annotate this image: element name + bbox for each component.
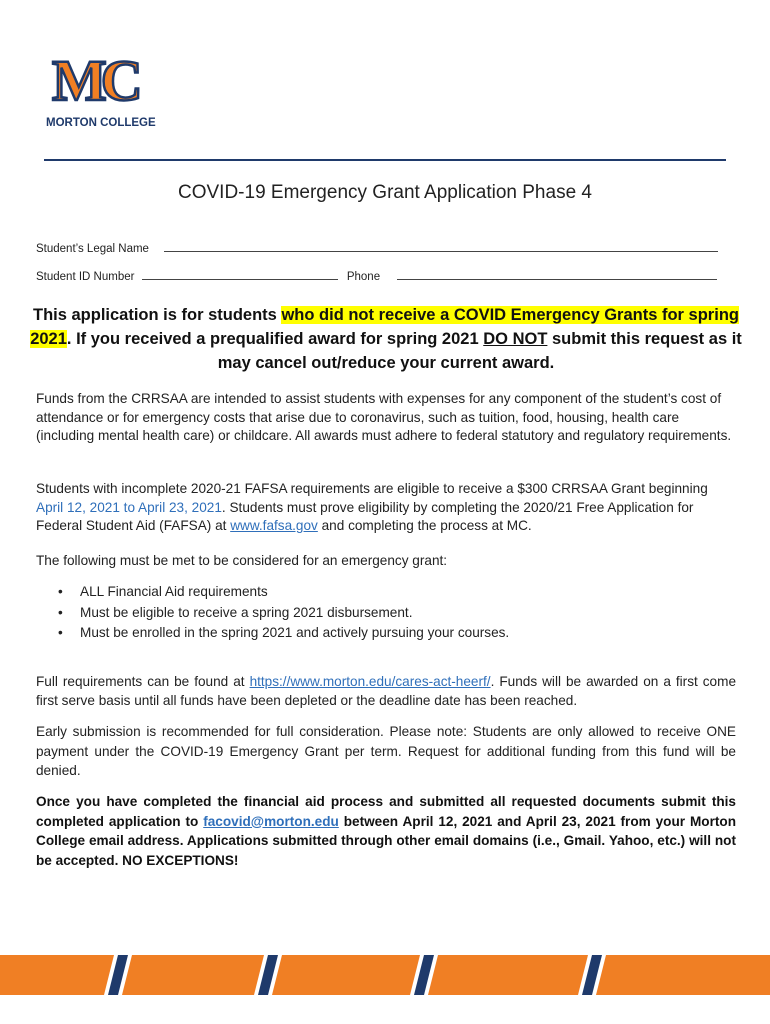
header-divider [44,159,726,161]
logo-monogram-text: MC [52,48,137,113]
legal-name-label: Student’s Legal Name [36,243,149,255]
highlighted-text: who did not receive a COVID Emergency Grants for spring 2021 [30,306,739,348]
footer-stripe-bar [0,955,770,995]
legal-name-row [36,241,718,255]
cares-act-link[interactable]: https://www.morton.edu/cares-act-heerf/ [249,674,491,689]
student-id-field[interactable] [142,269,338,280]
early-submission-paragraph: Early submission is recommended for full consideration. Please note: Students are only allowed to receive ONE payment under the COVID-19 Emergency Grant per term. Request for additional funding from this fund will be denied. [36,724,736,778]
footer-orange-segment [596,955,770,995]
page-title: COVID-19 Emergency Grant Application Phase 4 [178,182,592,203]
list-item: • Must be eligible to receive a spring 2021 disbursement. [56,603,509,624]
funds-paragraph: Funds from the CRRSAA are intended to assist students with expenses for any component of the student’s cost of attendance or for emergency costs that arise due to coronavirus, such as tuition, food, housing, health care (including mental health care) or childcare. All awards must adhere to federal statutory and regulatory requirements. [36,391,732,443]
submission-instructions: Once you have completed the financial aid process and submitted all requested documents submit this completed application to facovid@morton.edu between April 12, 2021 and April 23, 2021 from your Morton College email address. Applications submitted through other email domains (i.e., Gmail. Yahoo, etc.) will not be accepted. NO EXCEPTIONS! [36,794,736,868]
full-requirements-paragraph: Full requirements can be found at https://www.morton.edu/cares-act-heerf/. Funds will be awarded on a first come first serve basis until all funds have been depleted or the deadline date has been reached. [36,674,736,708]
footer-orange-segment [0,955,114,995]
email-link[interactable]: facovid@morton.edu [203,813,339,829]
student-id-label: Student ID Number [36,271,135,283]
list-item: • ALL Financial Aid requirements [56,582,509,603]
footer-orange-segment [122,955,264,995]
phone-label: Phone [346,271,381,283]
date-range: April 12, 2021 to April 23, 2021 [36,499,222,515]
logo-college-name: MORTON COLLEGE [46,117,156,129]
eligibility-notice: This application is for students who did not receive a COVID Emergency Grants for spring 2021. If you received a prequalified award for spring 2021 DO NOT submit this request as it may cancel out/reduce your current award. [30,306,742,372]
id-phone-row [36,269,717,283]
requirements-list [56,582,509,644]
do-not-text: DO NOT [483,330,548,348]
footer-orange-segment [428,955,588,995]
footer-orange-segment [272,955,420,995]
phone-field[interactable] [397,269,717,280]
morton-college-logo [44,42,169,132]
legal-name-field[interactable] [164,241,718,252]
incomplete-fafsa-paragraph: Students with incomplete 2020-21 FAFSA requirements are eligible to receive a $300 CRRSAA Grant beginning April 12, 2021 to April 23, 2021. Students must prove eligibility by completing the 2020/21 Free Application for Federal Student Aid (FAFSA) at www.fafsa.gov and completing the process at MC. [36,481,708,533]
list-item: • Must be enrolled in the spring 2021 and actively pursuing your courses. [56,623,509,644]
mc-monogram [44,42,169,132]
requirements-intro: The following must be met to be considered for an emergency grant: [36,553,448,568]
fafsa-link[interactable]: www.fafsa.gov [230,518,318,533]
